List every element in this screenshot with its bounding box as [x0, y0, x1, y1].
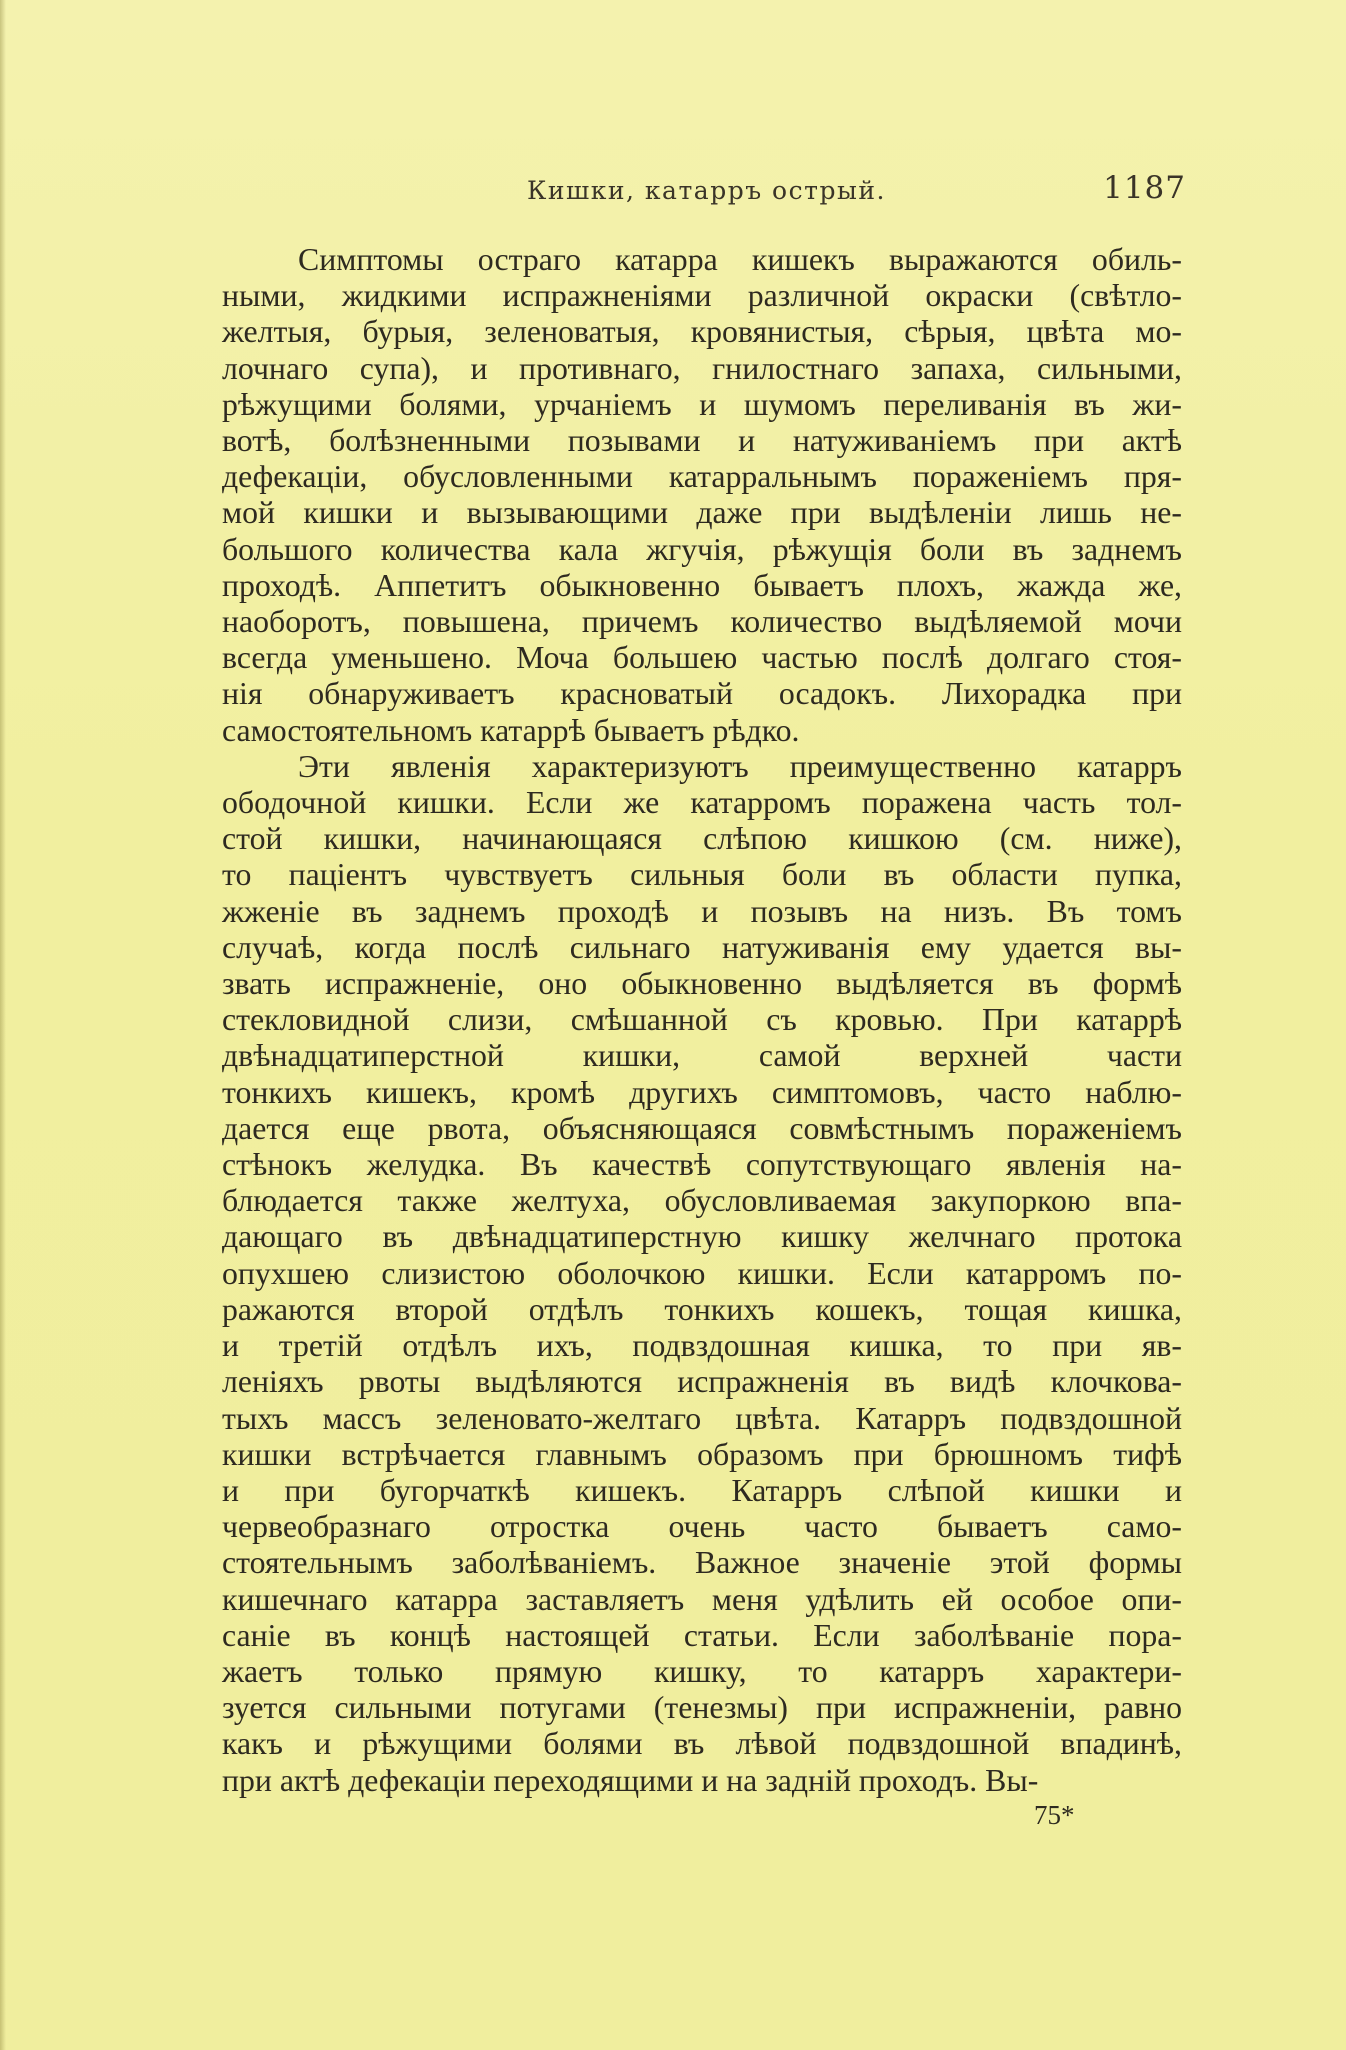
- text-line: проходѣ. Аппетитъ обыкновенно бываетъ плохъ, жажда же,: [222, 567, 1182, 603]
- text-line: стекловидной слизи, смѣшанной съ кровью. При катаррѣ: [222, 1002, 1182, 1038]
- paragraph-2: [222, 749, 1182, 1799]
- text-line: зуется сильными потугами (тенезмы) при испражненіи, равно: [222, 1690, 1182, 1726]
- text-line: Эти явленія характеризуютъ преимущественно катарръ: [298, 748, 1182, 784]
- text-line: ражаются второй отдѣлъ тонкихъ кошекъ, тощая кишка,: [222, 1291, 1182, 1327]
- text-line: нія обнаруживаетъ красноватый осадокъ. Лихорадка при: [222, 676, 1182, 712]
- text-line: наоборотъ, повышена, причемъ количество выдѣляемой мочи: [222, 604, 1182, 640]
- text-line: и третій отдѣлъ ихъ, подвздошная кишка, то при яв-: [222, 1328, 1182, 1364]
- text-line: дающаго въ двѣнадцатиперстную кишку желчнаго протока: [222, 1219, 1182, 1255]
- text-line: червеобразнаго отростка очень часто бываетъ само-: [222, 1509, 1182, 1545]
- text-line: леніяхъ рвоты выдѣляются испражненія въ видѣ клочкова-: [222, 1364, 1182, 1400]
- text-line: Симптомы остраго катарра кишекъ выражаются обиль-: [298, 242, 1182, 277]
- text-line: тыхъ массъ зеленовато-желтаго цвѣта. Катарръ подвздошной: [222, 1400, 1182, 1436]
- text-line: вотѣ, болѣзненными позывами и натуживаніемъ при актѣ: [222, 423, 1182, 459]
- text-line: стѣнокъ желудка. Въ качествѣ сопутствующаго явленія на-: [222, 1147, 1182, 1183]
- text-line: двѣнадцатиперстной кишки, самой верхней части: [222, 1038, 1182, 1074]
- paragraph-1: [222, 242, 1182, 749]
- text-line: рѣжущими болями, урчаніемъ и шумомъ переливанія въ жи-: [222, 386, 1182, 422]
- text-line: мой кишки и вызывающими даже при выдѣленіи лишь не-: [222, 495, 1182, 531]
- signature-mark: 75*: [1034, 1800, 1075, 1830]
- text-line: жженіе въ заднемъ проходѣ и позывъ на низъ. Въ томъ: [222, 893, 1182, 929]
- text-line: желтыя, бурыя, зеленоватыя, кровянистыя, сѣрыя, цвѣта мо-: [222, 314, 1182, 350]
- text-line: случаѣ, когда послѣ сильнаго натуживанія ему удается вы-: [222, 929, 1182, 965]
- text-line: какъ и рѣжущими болями въ лѣвой подвздошной впадинѣ,: [222, 1726, 1182, 1762]
- text-line: лочнаго супа), и противнаго, гнилостнаго запаха, сильными,: [222, 350, 1182, 386]
- text-line: жаетъ только прямую кишку, то катарръ характери-: [222, 1653, 1182, 1689]
- text-line: тонкихъ кишекъ, кромѣ другихъ симптомовъ, часто наблю-: [222, 1074, 1182, 1110]
- text-line: при актѣ дефекаціи переходящими и на задній проходъ. Вы-: [222, 1762, 1039, 1798]
- text-line: дефекаціи, обусловленными катарральнымъ пораженіемъ пря-: [222, 459, 1182, 495]
- text-line: ными, жидкими испражненіями различной окраски (свѣтло-: [222, 278, 1182, 314]
- page-number: 1187: [1103, 170, 1186, 206]
- text-line: опухшею слизистою оболочкою кишки. Если катарромъ по-: [222, 1255, 1182, 1291]
- text-line: большого количества кала жгучія, рѣжущія боли въ заднемъ: [222, 531, 1182, 567]
- text-line: ободочной кишки. Если же катарромъ поражена часть тол-: [222, 785, 1182, 821]
- text-line: блюдается также желтуха, обусловливаемая закупоркою впа-: [222, 1183, 1182, 1219]
- page-header: [296, 168, 1186, 212]
- body-text: [222, 242, 1182, 1799]
- page-edge-shadow: [0, 0, 6, 2050]
- text-line: дается еще рвота, объясняющаяся совмѣстнымъ пораженіемъ: [222, 1110, 1182, 1146]
- text-line: всегда уменьшено. Моча большею частью послѣ долгаго стоя-: [222, 640, 1182, 676]
- text-line: стой кишки, начинающаяся слѣпою кишкою (см. ниже),: [222, 821, 1182, 857]
- text-line: и при бугорчаткѣ кишекъ. Катарръ слѣпой кишки и: [222, 1472, 1182, 1508]
- text-line: стоятельнымъ заболѣваніемъ. Важное значеніе этой формы: [222, 1545, 1182, 1581]
- text-line: саніе въ концѣ настоящей статьи. Если заболѣваніе пора-: [222, 1617, 1182, 1653]
- text-line: кишечнаго катарра заставляетъ меня удѣлить ей особое опи-: [222, 1581, 1182, 1617]
- text-line: то паціентъ чувствуетъ сильныя боли въ области пупка,: [222, 857, 1182, 893]
- running-head: Кишки, катарръ острый.: [527, 176, 886, 205]
- text-line: самостоятельномъ катаррѣ бываетъ рѣдко.: [222, 712, 800, 748]
- text-line: звать испражненіе, оно обыкновенно выдѣляется въ формѣ: [222, 966, 1182, 1002]
- text-line: кишки встрѣчается главнымъ образомъ при брюшномъ тифѣ: [222, 1436, 1182, 1472]
